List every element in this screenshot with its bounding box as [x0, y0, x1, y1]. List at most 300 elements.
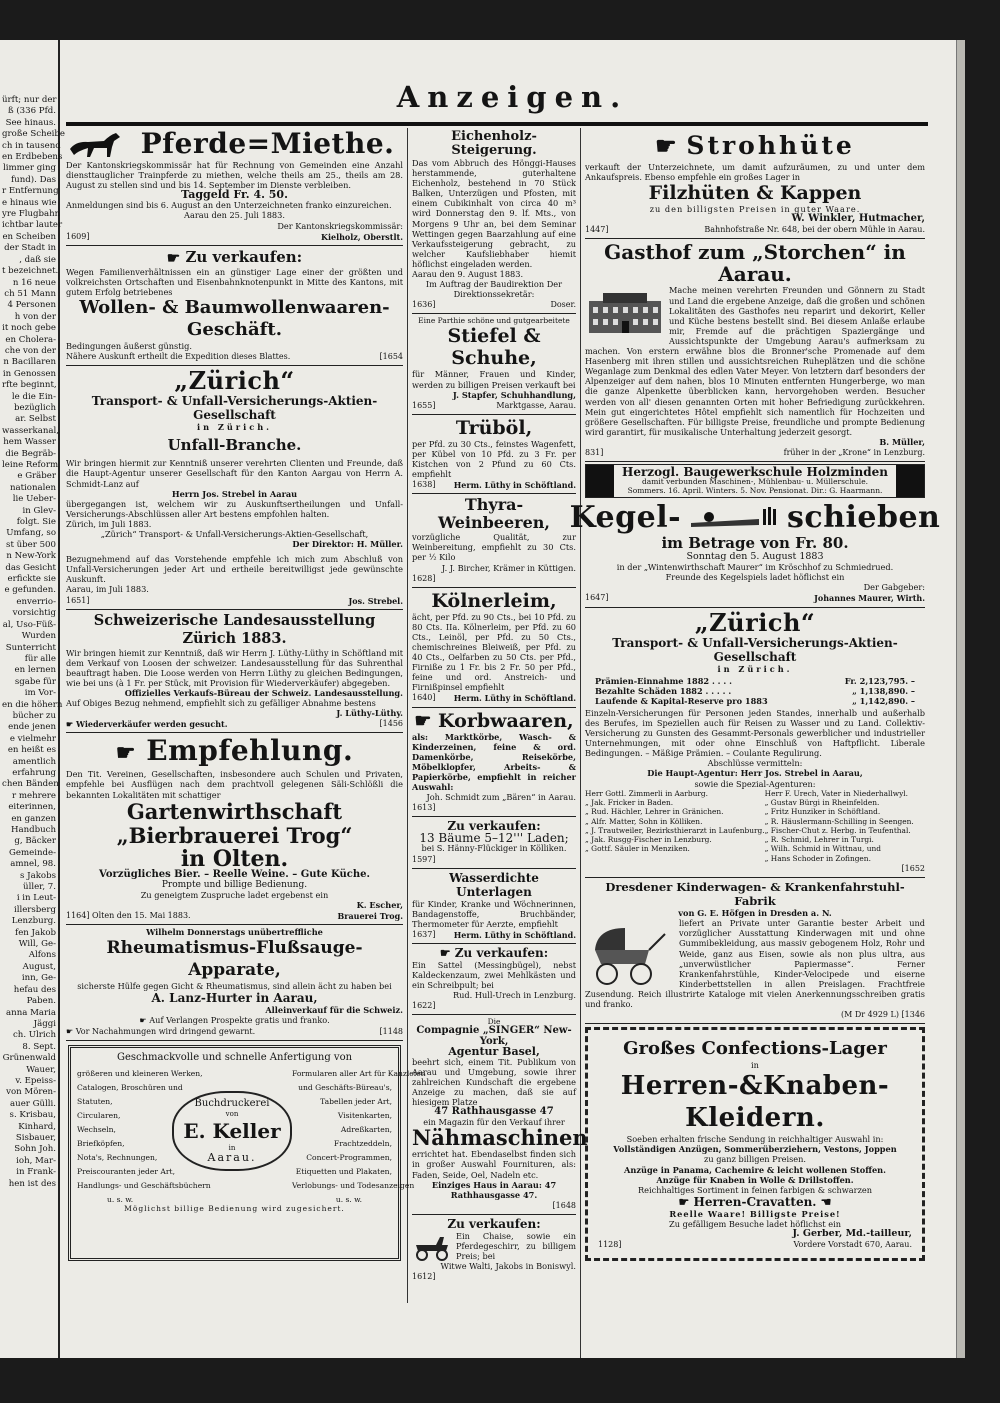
ad-holzminden	[585, 464, 925, 498]
ad-title: Zu verkaufen:	[447, 1216, 541, 1231]
agent-entry: „ R. Schmid, Lehrer in Turgi.	[764, 835, 874, 845]
ad-title: Thyra-Weinbeeren,	[438, 495, 550, 533]
pointing-hand-icon: ☛	[115, 740, 137, 767]
ad-city: in Zürich.	[717, 663, 793, 674]
stat-row	[595, 686, 915, 696]
ad-items: Vollständigen Anzügen, Sommerüberziehern, Vestons, Joppen	[613, 1144, 897, 1155]
print-item: Briefköpfen,	[77, 1138, 125, 1148]
gutter-line: i in Leut-	[16, 893, 56, 904]
seal-top: Buchdruckerei	[194, 1097, 270, 1109]
print-item: Tabellen jeder Art,	[320, 1096, 392, 1106]
ad-company: Brauerei Trog.	[337, 911, 403, 922]
print-item: Concert-Programmen,	[306, 1152, 392, 1162]
pointing-hand-icon: ☛	[439, 945, 451, 960]
ad-thyra	[412, 494, 576, 587]
ad-line-2: Prompte und billige Bedienung.	[161, 879, 308, 890]
gutter-line: ioh, Mar-	[16, 1155, 56, 1166]
ad-signer: K. Escher,	[356, 899, 403, 910]
ad-ref: 1609]	[66, 231, 90, 241]
print-items-left	[77, 1067, 211, 1193]
ad-invite: Zu gefälligem Besuche ladet höflichst ein	[669, 1218, 841, 1229]
gutter-line: amentlich	[12, 756, 56, 767]
gutter-line: en lernen	[14, 665, 56, 676]
ad-footer: Möglichst billige Bedienung wird zugesichert.	[124, 1203, 345, 1213]
gutter-line: ch. Ulrich	[12, 1030, 56, 1041]
ad-chaise	[412, 1215, 576, 1285]
ad-body: Mache meinen verehrten Freunden und Gönnern zu Stadt und Land die ergebene Anzeige, daß die großen und schönen Lokalitäten des Gasthofes neu reparirt und dekorirt, Keller und Küche bestens bestellt sind. Bei diesem Anlaße erlaube mir, Fremde auf die prächtigen Spaziergänge und Aussichtspunkte der Umgebung Aarau's aufmerksam zu machen. Von erstern erwähne blos die Bronner'sche Promenade auf dem Hasenberg mit ihren stillen und aussichtsreichen Ruheplätzen und die schöne Weganlage zum Denkmal des edlen Vater Meyer. Von letztern darf besonders der Alpenzeiger auf dem nahen, blos 10 Minuten entfernten Hungerberge, wo man die ganze Alpenkette überblicken kann, hervorgehoben werden. Besucher werden von all' diesen genannten Orten mit hoher Befriedigung zurückkehren. Mein gut eingerichtetes Hôtel empfiehlt sich namentlich für Hochzeiten und größere Gesellschaften. Für billigste Preise, freundliche und prompte Bedienung wird garantirt, für musikalische Unterhaltung jederzeit gesorgt.	[585, 285, 925, 437]
agent-entry: „ Fritz Hunziker in Schöftland.	[764, 807, 881, 817]
ad-body-3: errichtet hat. Ebendaselbst finden sich in großer Auswahl Fournituren, als: Faden, Seide, Oel, Nadeln etc.	[412, 1149, 576, 1180]
gutter-line: n Bacillaren	[3, 357, 56, 368]
gutter-line: hefau des	[13, 984, 56, 995]
ad-company: „Zürich“ Transport- & Unfall-Versicherungs-Aktien-Gesellschaft,	[100, 528, 369, 539]
ad-kegelschieben	[569, 500, 941, 607]
gutter-line: t bezeichnet.	[2, 266, 59, 277]
ad-title: Schweizerische Landesausstellung Zürich 1883.	[93, 611, 376, 647]
ad-zurich-insurance-2	[585, 608, 925, 879]
gutter-line: e Gräber	[17, 471, 56, 482]
ad-warning: Vor Nachahmungen wird dringend gewarnt.	[75, 1026, 256, 1036]
gutter-line: erfickte sie	[7, 574, 56, 585]
gutter-line: en die höhern	[2, 699, 63, 710]
ad-ref: [1648	[552, 1200, 576, 1210]
ad-body: Wir bringen hiemit zur Kenntniß, daß wir Herrn J. Lüthy-Lüthy in Schöftland mit dem Verkauf von Loosen der schweizer. Landesausstellung für das Suhrenthal beauftragt haben. Die Loose werden von Herrn Lüthy zu gleichen Bedingungen, wie bei uns (à 1 Fr. per Stück, mit Provision für Wiederverkäufer) abgegeben.	[66, 647, 403, 688]
gutter-line: illersberg	[13, 904, 56, 915]
gutter-line: chen Bänden	[2, 779, 59, 790]
ad-director: Der Direktor: H. Müller.	[292, 539, 403, 550]
ad-body: Wir bringen hiermit zur Kenntniß unserer verehrten Clienten und Freunde, daß die Haupt-Agentur unserer Gesellschaft für den Kanton Aargau von Herrn A. Schmidt-Lanz auf	[66, 458, 403, 489]
gutter-line: it noch gebe	[2, 323, 56, 334]
ad-city: in Olten.	[180, 845, 289, 872]
agent-entry: „ Rud. Hächler, Lehrer in Gränichen.	[585, 807, 724, 817]
gutter-line: vorsichtig	[12, 608, 56, 619]
ad-line-0: Wilhelm Donnerstags unübertreffliche	[146, 927, 323, 938]
ad-ref: 1655]	[412, 400, 436, 410]
ad-title: ☛ Zu verkaufen:	[166, 247, 303, 267]
ad-title: Zu verkaufen:	[447, 819, 541, 834]
black-block	[896, 465, 924, 497]
horse-icon	[66, 129, 126, 159]
ad-seller: J. J. Bircher, Krämer in Küttigen.	[441, 562, 576, 573]
ad-signer: Kielholz, Oberstlt.	[320, 231, 403, 242]
gutter-line: n 16 neue	[12, 277, 56, 288]
ad-signer: Johannes Maurer, Wirth.	[814, 593, 925, 604]
ad-body: verkauft der Unterzeichnete, um damit aufzuräumen, zu und unter dem Ankaufspreis. Ebenso empfehle ein großes Lager in	[585, 162, 925, 183]
ad-seller: Joh. Schmidt zum „Bären“ in Aarau.	[426, 792, 576, 803]
print-item: Etiquetten und Plakaten,	[295, 1166, 392, 1176]
ad-signer: Jos. Strebel.	[348, 595, 403, 606]
print-item: größeren und kleineren Werken,	[77, 1068, 203, 1078]
ad-ref: 1651]	[66, 595, 90, 605]
ad-headline: Nähmaschinen	[412, 1125, 588, 1151]
agent-entry: „ R. Häuslermann-Schilling in Seengen.	[764, 816, 914, 826]
ad-body-3: Bezugnehmend auf das Vorstehende empfehle ich mich zum Abschluß von Unfall-Versicherungen jeder Art und ertheile bereitwilligst jede gewünschte Auskunft.	[66, 554, 403, 585]
stat-label: Laufende & Kapital-Reserve pro 1883	[595, 695, 768, 706]
gutter-line: hem Wasser	[3, 437, 56, 448]
stat-value: „ 1,138,890. –	[852, 685, 915, 696]
gutter-line: Wurden	[21, 631, 56, 642]
ad-truebol	[412, 415, 576, 494]
gutter-line: s Jakobs	[19, 870, 56, 881]
ad-die: Die	[487, 1017, 501, 1027]
stat-row	[595, 676, 915, 686]
ad-date: Aarau den 25. Juli 1883.	[184, 210, 285, 221]
ad-strohhuete	[585, 128, 925, 239]
gutter-line: in Frank-	[16, 1167, 56, 1178]
gutter-line: amnel, 98.	[10, 859, 56, 870]
gutter-line: leine Reform	[2, 460, 59, 470]
ad-agency: Agentur Basel,	[448, 1044, 540, 1058]
agent-list	[585, 789, 925, 863]
ad-title: ☛ Strohhüte	[655, 131, 855, 160]
gutter-line: st über 500	[6, 539, 56, 550]
ad-title-1: Kegel-	[569, 500, 682, 536]
gutter-line: en heißt es	[7, 745, 56, 756]
ad-city: in Zürich.	[196, 422, 273, 433]
ad-address: Vordere Vorstadt 670, Aarau.	[793, 1240, 912, 1250]
pointing-hand-icon: ☛	[678, 1194, 690, 1209]
pointing-hand-icon: ☛	[414, 709, 432, 732]
gutter-line: 4 Personen	[7, 300, 56, 311]
bowling-illustration	[689, 503, 779, 533]
ad-body-2: übergegangen ist, welchem wir zu Auskunftsertheilungen und Unfall-Versicherungs-Abschlüssen aller Art bestens empfohlen halten.	[66, 498, 403, 519]
ad-title: ☛ Empfehlung.	[115, 734, 354, 768]
gutter-line: ß (336 Pfd.	[7, 106, 56, 117]
gutter-line: h von der	[14, 311, 56, 322]
seal-city: Aarau.	[207, 1150, 257, 1164]
ad-title-2: schieben	[787, 500, 941, 536]
ad-office: Offizielles Verkaufs-Büreau der Schweiz. Landesausstellung.	[124, 688, 403, 698]
ad-stiefel	[412, 314, 576, 414]
ad-ref: 1636]	[412, 300, 436, 310]
ad-place: Marktgasse, Aarau.	[496, 400, 576, 410]
gutter-line: che von der	[4, 345, 56, 356]
ad-info: Nähere Auskunft ertheilt die Expedition dieses Blattes.	[66, 352, 291, 362]
gutter-line: fen Jakob	[15, 927, 56, 938]
ad-storchen	[585, 239, 925, 462]
gutter-line: erfahrung	[12, 767, 56, 778]
ad-subtitle: Transport- & Unfall-Versicherungs-Aktien-Gesellschaft	[91, 394, 378, 423]
ad-price: Taggeld Fr. 4. 50.	[181, 188, 288, 202]
ad-seller: Herm. Lüthy in Schöftland.	[453, 693, 576, 704]
ad-seller: A. Lanz-Hurter in Aarau,	[151, 991, 318, 1006]
gutter-line: die Begräb-	[5, 448, 56, 459]
ad-singer	[412, 1015, 588, 1215]
print-items-right	[292, 1067, 426, 1193]
ad-body: bei S. Hänny-Flückiger in Kölliken.	[421, 843, 567, 854]
gutter-line: eiterinnen,	[8, 802, 56, 813]
gutter-line: von Mören-	[6, 1087, 56, 1098]
ad-slogan: Reelle Waare! Billigste Preise!	[669, 1208, 841, 1219]
agent-entry: Herr F. Urech, Vater in Niederhallwyl.	[764, 788, 908, 798]
ad-special-label: sowie die Spezial-Agenturen:	[694, 778, 816, 789]
ad-ref: 1597]	[412, 854, 436, 864]
gutter-line: enverrio-	[16, 596, 56, 607]
print-item: Visitenkarten,	[337, 1110, 392, 1120]
ad-wasserdicht	[412, 869, 576, 944]
gutter-line: August,	[22, 961, 56, 972]
print-item: Handlungs- und Geschäftsbüchern	[77, 1180, 211, 1190]
agent-entry: „ Alfr. Matter, Sohn in Kölliken.	[585, 816, 703, 826]
carriage-icon	[412, 1231, 452, 1261]
ad-body: beehrt sich, einem Tit. Publikum von Aarau und Umgebung, sowie ihrer zahlreichen Kundschaft die ergebene Anzeige zu machen, daß sie auf hiesigem Platze	[412, 1056, 576, 1108]
ad-title: Herzogl. Baugewerkschule Holzminden	[621, 465, 888, 480]
ad-ref: 1647]	[585, 593, 609, 603]
seal-von: von	[225, 1109, 239, 1118]
ad-body: Ein Chaise, sowie ein Pferdegeschirr, zu billigem Preis; bei	[456, 1230, 576, 1262]
gutter-line: s. Krisbau,	[9, 1110, 56, 1121]
ad-date: Sonntag den 5. August 1883	[686, 551, 824, 563]
ad-body-2: zu den billigsten Preisen in guter Waare.	[649, 204, 861, 215]
ad-title: Compagnie „SINGER“ New-York,	[416, 1025, 572, 1047]
gutter-line: ende jenen	[8, 722, 56, 733]
ad-body: Wegen Familienverhältnissen ein an günstiger Lage einer der größten und volkreichsten Ortschaften und Eisenbahnknotenpunkt in Mitte des Kantons, mit gutem Erfolg betriebenes	[66, 266, 403, 297]
gutter-line: für alle	[24, 653, 56, 664]
ad-ref: [1456	[379, 719, 403, 729]
gutter-line: Grünenwald	[2, 1053, 56, 1064]
agent-entry: Herr Gottl. Zimmerli in Aarburg.	[585, 788, 708, 798]
gutter-line: sgabe für	[14, 676, 56, 687]
print-item: Nota's, Rechnungen,	[77, 1152, 158, 1162]
gutter-line: anna Maria	[6, 1007, 56, 1018]
ad-body: Einzeln-Versicherungen für Personen jeden Standes, innerhalb und außerhalb des Berufes, im Speziellen auch für Reisen zu Wasser und zu Land. Collektiv-Versicherung zu Gunsten des Gesammt-Personals gewerblicher und industrieller Unternehmungen, mit oder ohne Einschluß von Haftpflicht. Liberale Bedingungen. – Mäßige Prämien. – Coulante Regulirung.	[585, 707, 925, 759]
ad-ref: 1612]	[412, 1272, 436, 1282]
gutter-line: Paben.	[26, 996, 56, 1007]
print-item: Catalogen, Broschüren und	[77, 1082, 183, 1092]
agent-list-right	[765, 789, 925, 863]
insurance-stats	[585, 674, 925, 708]
ad-pre: Eine Parthie schöne und gutgearbeitete	[418, 316, 570, 326]
gutter-line: bezüglich	[14, 402, 56, 413]
foot-left: u. s. w.	[107, 1194, 134, 1204]
newspaper-page	[0, 40, 965, 1358]
ad-koelnerleim	[412, 588, 576, 708]
print-item: Circularen,	[77, 1110, 121, 1120]
gutter-line: Umfang, so	[6, 528, 56, 539]
ad-sub: in	[751, 1060, 759, 1071]
gutter-line: r Entfernung	[2, 186, 59, 197]
agent-entry: „ J. Trautweiler, Bezirksthierarzt in Laufenburg.	[585, 825, 765, 835]
ad-body: sicherste Hülfe gegen Gicht & Rheumatismus, sind allein ächt zu haben bei	[77, 981, 392, 992]
ad-headline: Gartenwirthschaft „Bierbrauerei Trog“	[116, 798, 353, 848]
gutter-line: en Scheiben	[2, 231, 56, 242]
ad-ref: 1128]	[598, 1240, 622, 1250]
ad-body: ächt, per Pfd. zu 90 Cts., bei 10 Pfd. zu 80 Cts. IIa. Kölnerleim, per Pfd. zu 60 Cts., Leinöl, per Pfd. zu 50 Cts., chemischreines Bleiweiß, per Pfd. zu 40 Cts., Oelfarben zu 50 Cts. per Pfd., Firniße zu 1 Fr. bis 2 Fr. 50 per Pfd., feine und ord. Anstreich- und Firnißpinsel empfiehlt	[412, 611, 576, 693]
ad-headline: Wollen- & Baumwollenwaaren-Geschäft.	[79, 297, 390, 341]
agent-entry: „ Wilh. Schmid in Wittnau, und	[764, 844, 881, 854]
ad-ref: 1613]	[412, 803, 436, 813]
seal-in: in	[228, 1143, 236, 1152]
gutter-line: e hinaus wie	[2, 197, 57, 208]
stat-value: Fr. 2,123,795. –	[844, 675, 915, 686]
gutter-line: limmer ging	[2, 163, 56, 174]
ad-note: Auf Verlangen Prospekte gratis und franko.	[149, 1015, 330, 1026]
ad-title: Rheumatismus-Flußsauge-Apparate,	[106, 938, 363, 981]
pointing-hand-icon: ☛	[166, 248, 181, 267]
ad-signer: Doser.	[550, 300, 576, 310]
ad-headline: Herren-&Knaben-Kleidern.	[620, 1071, 890, 1134]
ad-maker: von G. E. Höfgen in Dresden a. N.	[678, 908, 832, 919]
ad-seller: J. Stapfer, Schuhhandlung,	[452, 389, 576, 400]
pointing-hand-icon: ☛	[139, 1015, 147, 1026]
ad-line-2: Anzüge für Knaben in Wolle & Drillstoffen.	[656, 1174, 854, 1185]
column-right	[569, 128, 941, 1264]
ad-eichenholz	[412, 128, 576, 314]
ad-line-3: Reichhaltiges Sortiment in feinen farbigen & schwarzen	[637, 1184, 872, 1195]
ad-seller: Witwe Walti, Jakobs in Boniswyl.	[440, 1261, 576, 1272]
ad-title: ☛ Korbwaaren,	[414, 709, 574, 732]
print-item: Wechseln,	[77, 1124, 116, 1134]
print-item: Adreßkarten,	[340, 1124, 392, 1134]
ad-title: Dresdener Kinderwagen- & Krankenfahrstuhl-Fabrik	[605, 880, 905, 909]
gutter-line: in Glev-	[22, 505, 56, 516]
ad-title: Großes Confections-Lager	[623, 1038, 887, 1060]
ad-seller: Herm. Lüthy in Schöftland.	[453, 929, 576, 940]
ad-line-1: Vorzügliches Bier. – Reelle Weine. – Gute Küche.	[99, 868, 370, 880]
gutter-line: nationalen	[9, 482, 56, 493]
gutter-line: im Vor-	[24, 688, 56, 699]
ad-line-1: Anzüge in Panama, Cachemire & leicht wollenen Stoffen.	[624, 1164, 886, 1175]
gutter-line: Alfons	[28, 950, 56, 961]
ad-ref: [1148	[379, 1026, 403, 1036]
previous-page-edge	[0, 40, 65, 1358]
gutter-line: Kinhard,	[18, 1121, 56, 1132]
ad-ref: 1638]	[412, 480, 436, 490]
ad-empfehlung	[66, 733, 403, 925]
foot-right: u. s. w.	[335, 1194, 362, 1204]
ad-seller: Herm. Lüthy in Schöftland.	[453, 480, 576, 491]
ad-invite: Freunde des Kegelspiels ladet höflichst ein	[665, 572, 845, 583]
seal-name: E. Keller	[183, 1118, 281, 1143]
ad-body: Das vom Abbruch des Hönggi-Hauses herstammende, guterhaltene Eichenholz, bestehend in 70 Stück Balken, Unterzügen und Pfosten, mit einem Cubikinhalt von circa 40 m³ wird Donnerstag den 9. lf. Mts., von Morgens 9 Uhr an, bei dem Seminar Wettingen gegen Baarzahlung auf eine Verkaufssteigerung gebracht, zu welcher Kaufsliebhaber hiemit höflichst eingeladen werden.	[412, 158, 576, 269]
gutter-line: le die Ein-	[11, 391, 56, 402]
print-shop-seal	[172, 1067, 292, 1193]
ad-agents-label: Abschlüsse vermitteln:	[707, 758, 803, 769]
ad-seller: W. Winkler, Hutmacher,	[791, 213, 925, 225]
ad-confection	[585, 1027, 925, 1261]
ad-ref: 1164]	[66, 911, 90, 921]
gutter-line: bücher zu	[12, 710, 56, 721]
ad-role: Der Gabgeber:	[863, 582, 925, 593]
ad-headline: Filzhüten & Kappen	[648, 182, 862, 205]
ad-note: zu ganz billigen Preisen.	[704, 1154, 806, 1165]
gutter-line: lie Ueber-	[12, 494, 56, 505]
ad-agent: Alleinverkauf für die Schweiz.	[265, 1005, 403, 1016]
ad-title: „Zürich“	[694, 607, 816, 637]
ad-body: per Pfd. zu 30 Cts., feinstes Wagenfett, per Kübel von 10 Pfd. zu 3 Fr. per Kistchen von 2 Pfund zu 60 Cts. empfiehlt	[412, 438, 576, 480]
ad-zurich-insurance	[66, 366, 403, 609]
ad-intro: Geschmackvolle und schnelle Anfertigung von	[116, 1051, 353, 1063]
page-edge	[956, 40, 965, 1358]
hotel-building-image	[585, 287, 665, 337]
print-item: Formularen aller Art für Kanzleien	[292, 1068, 426, 1078]
ad-baeume	[412, 817, 576, 868]
gutter-line: folgt. Sie	[16, 517, 56, 528]
gutter-line: Wauer,	[26, 1064, 56, 1075]
ad-role: Im Auftrag der Baudirektion Der Direktionssekretär:	[425, 279, 563, 300]
ad-signer: B. Müller,	[879, 436, 925, 447]
ad-title: Kölnerleim,	[431, 589, 557, 612]
gutter-line: g, Bäcker	[14, 836, 56, 847]
gutter-line: ch 51 Mann	[4, 288, 56, 299]
ad-pferde-miethe	[66, 128, 403, 246]
stat-row	[595, 696, 915, 706]
page-header: Anzeigen.	[396, 80, 629, 114]
gutter-line: e gefunden.	[4, 585, 56, 596]
gutter-line: en ganzen	[11, 813, 56, 824]
ad-body: Den Tit. Vereinen, Gesellschaften, insbesondere auch Schulen und Privaten, empfehle bei Ausflügen nach dem prachtvoll gelegenen Säli-Schlößli die bekannten Lokalitäten mit schattiger	[66, 769, 403, 800]
ad-rheuma	[66, 925, 403, 1040]
ad-buchdruckerei	[68, 1045, 426, 1261]
header-rule	[66, 122, 928, 126]
agent-entry: „ Gustav Bürgi in Rheinfelden.	[764, 797, 880, 807]
gutter-line: al, Uso-Füß-	[2, 619, 56, 630]
gutter-line: Gemeinde-	[9, 847, 56, 858]
ad-ref: 831]	[585, 447, 604, 457]
gutter-line: Sunterricht	[5, 642, 56, 653]
ad-subtitle: damit verbunden Maschinen-, Mühlenbau- u. Müllerschule.	[641, 477, 869, 487]
agent-entry: „ Gottf. Säuler in Menziken.	[585, 844, 690, 854]
gutter-line: 8. Sept.	[22, 1041, 56, 1052]
gutter-line: große Scheibe	[2, 129, 65, 140]
gutter-line: fund). Das	[11, 174, 56, 185]
ad-korbwaaren	[412, 708, 576, 818]
ad-ref: [1654	[379, 352, 403, 362]
ad-title: ☛ Zu verkaufen:	[439, 945, 549, 960]
gutter-line: auer Gülli.	[10, 1098, 56, 1109]
ad-resellers: Wiederverkäufer werden gesucht.	[75, 719, 228, 730]
print-item: und Geschäfts-Büreau's,	[298, 1082, 392, 1092]
gutter-line: der Stadt in	[4, 243, 56, 254]
ad-ref: [1652	[901, 864, 925, 874]
print-item: Verlobungs- und Todesanzeigen	[292, 1180, 415, 1190]
gutter-line: , daß sie	[19, 254, 56, 265]
ad-zu-verkaufen	[66, 246, 403, 366]
gutter-line: e vielmehr	[9, 733, 56, 744]
pointing-hand-icon: ☛	[655, 131, 678, 160]
ad-main-agent: Die Haupt-Agentur: Herr Jos. Strebel in Aarau,	[647, 768, 863, 779]
ad-ref: 1622]	[412, 1001, 436, 1011]
ad-landesausstellung	[66, 610, 403, 734]
ad-body: Soeben erhalten frische Sendung in reichhaltiger Auswahl in:	[626, 1134, 884, 1145]
gutter-line: ar. Selbst	[15, 414, 56, 425]
ad-prize: im Betrage von Fr. 80.	[661, 534, 849, 553]
pram-illustration	[585, 920, 673, 988]
ad-address: Bahnhofstraße Nr. 648, bei der obern Mühle in Aarau.	[704, 225, 925, 235]
gutter-line: yre Flugbahn	[2, 209, 61, 220]
gutter-line: hen ist des	[8, 1178, 56, 1189]
pointing-hand-icon: ☛	[66, 1026, 74, 1036]
agent-entry: „ Hans Schoder in Zofingen.	[764, 853, 871, 863]
ad-date-2: Aarau, im Juli 1883.	[66, 584, 149, 595]
gutter-line: Will, Ge-	[18, 939, 56, 950]
gutter-line: See hinaus.	[5, 117, 56, 128]
ad-title: „Zürich“	[174, 366, 295, 396]
ad-body: Ein Sattel (Messingbügel), nebst Kaldeckenzaum, zwei Mehlkästen und ein Schreibpult; bei	[412, 959, 576, 991]
ad-agent: Herrn Jos. Strebel in Aarau	[171, 488, 298, 499]
gutter-line: das Gesicht	[5, 562, 56, 573]
column-middle	[408, 128, 588, 1358]
pointing-hand-left-icon: ☚	[820, 1194, 832, 1209]
ad-dresden	[585, 878, 925, 1024]
ad-ref: 1447]	[585, 225, 609, 235]
gutter-line: ichtbar lauter	[2, 220, 63, 231]
ad-items: als: Marktkörbe, Wasch- & Kinderzeinen, feine & ord. Damenkörbe, Reisekörbe, Möbelklopfer, Arbeits- & Papierkörbe, empfiehlt in reicher Auswahl:	[412, 731, 576, 793]
black-block	[586, 465, 614, 497]
ad-title: Pferde=Miethe.	[140, 127, 395, 160]
stat-label: Prämien-Einnahme 1882 . . . .	[595, 675, 732, 686]
print-item: Preiscouranten jeder Art,	[77, 1166, 175, 1176]
